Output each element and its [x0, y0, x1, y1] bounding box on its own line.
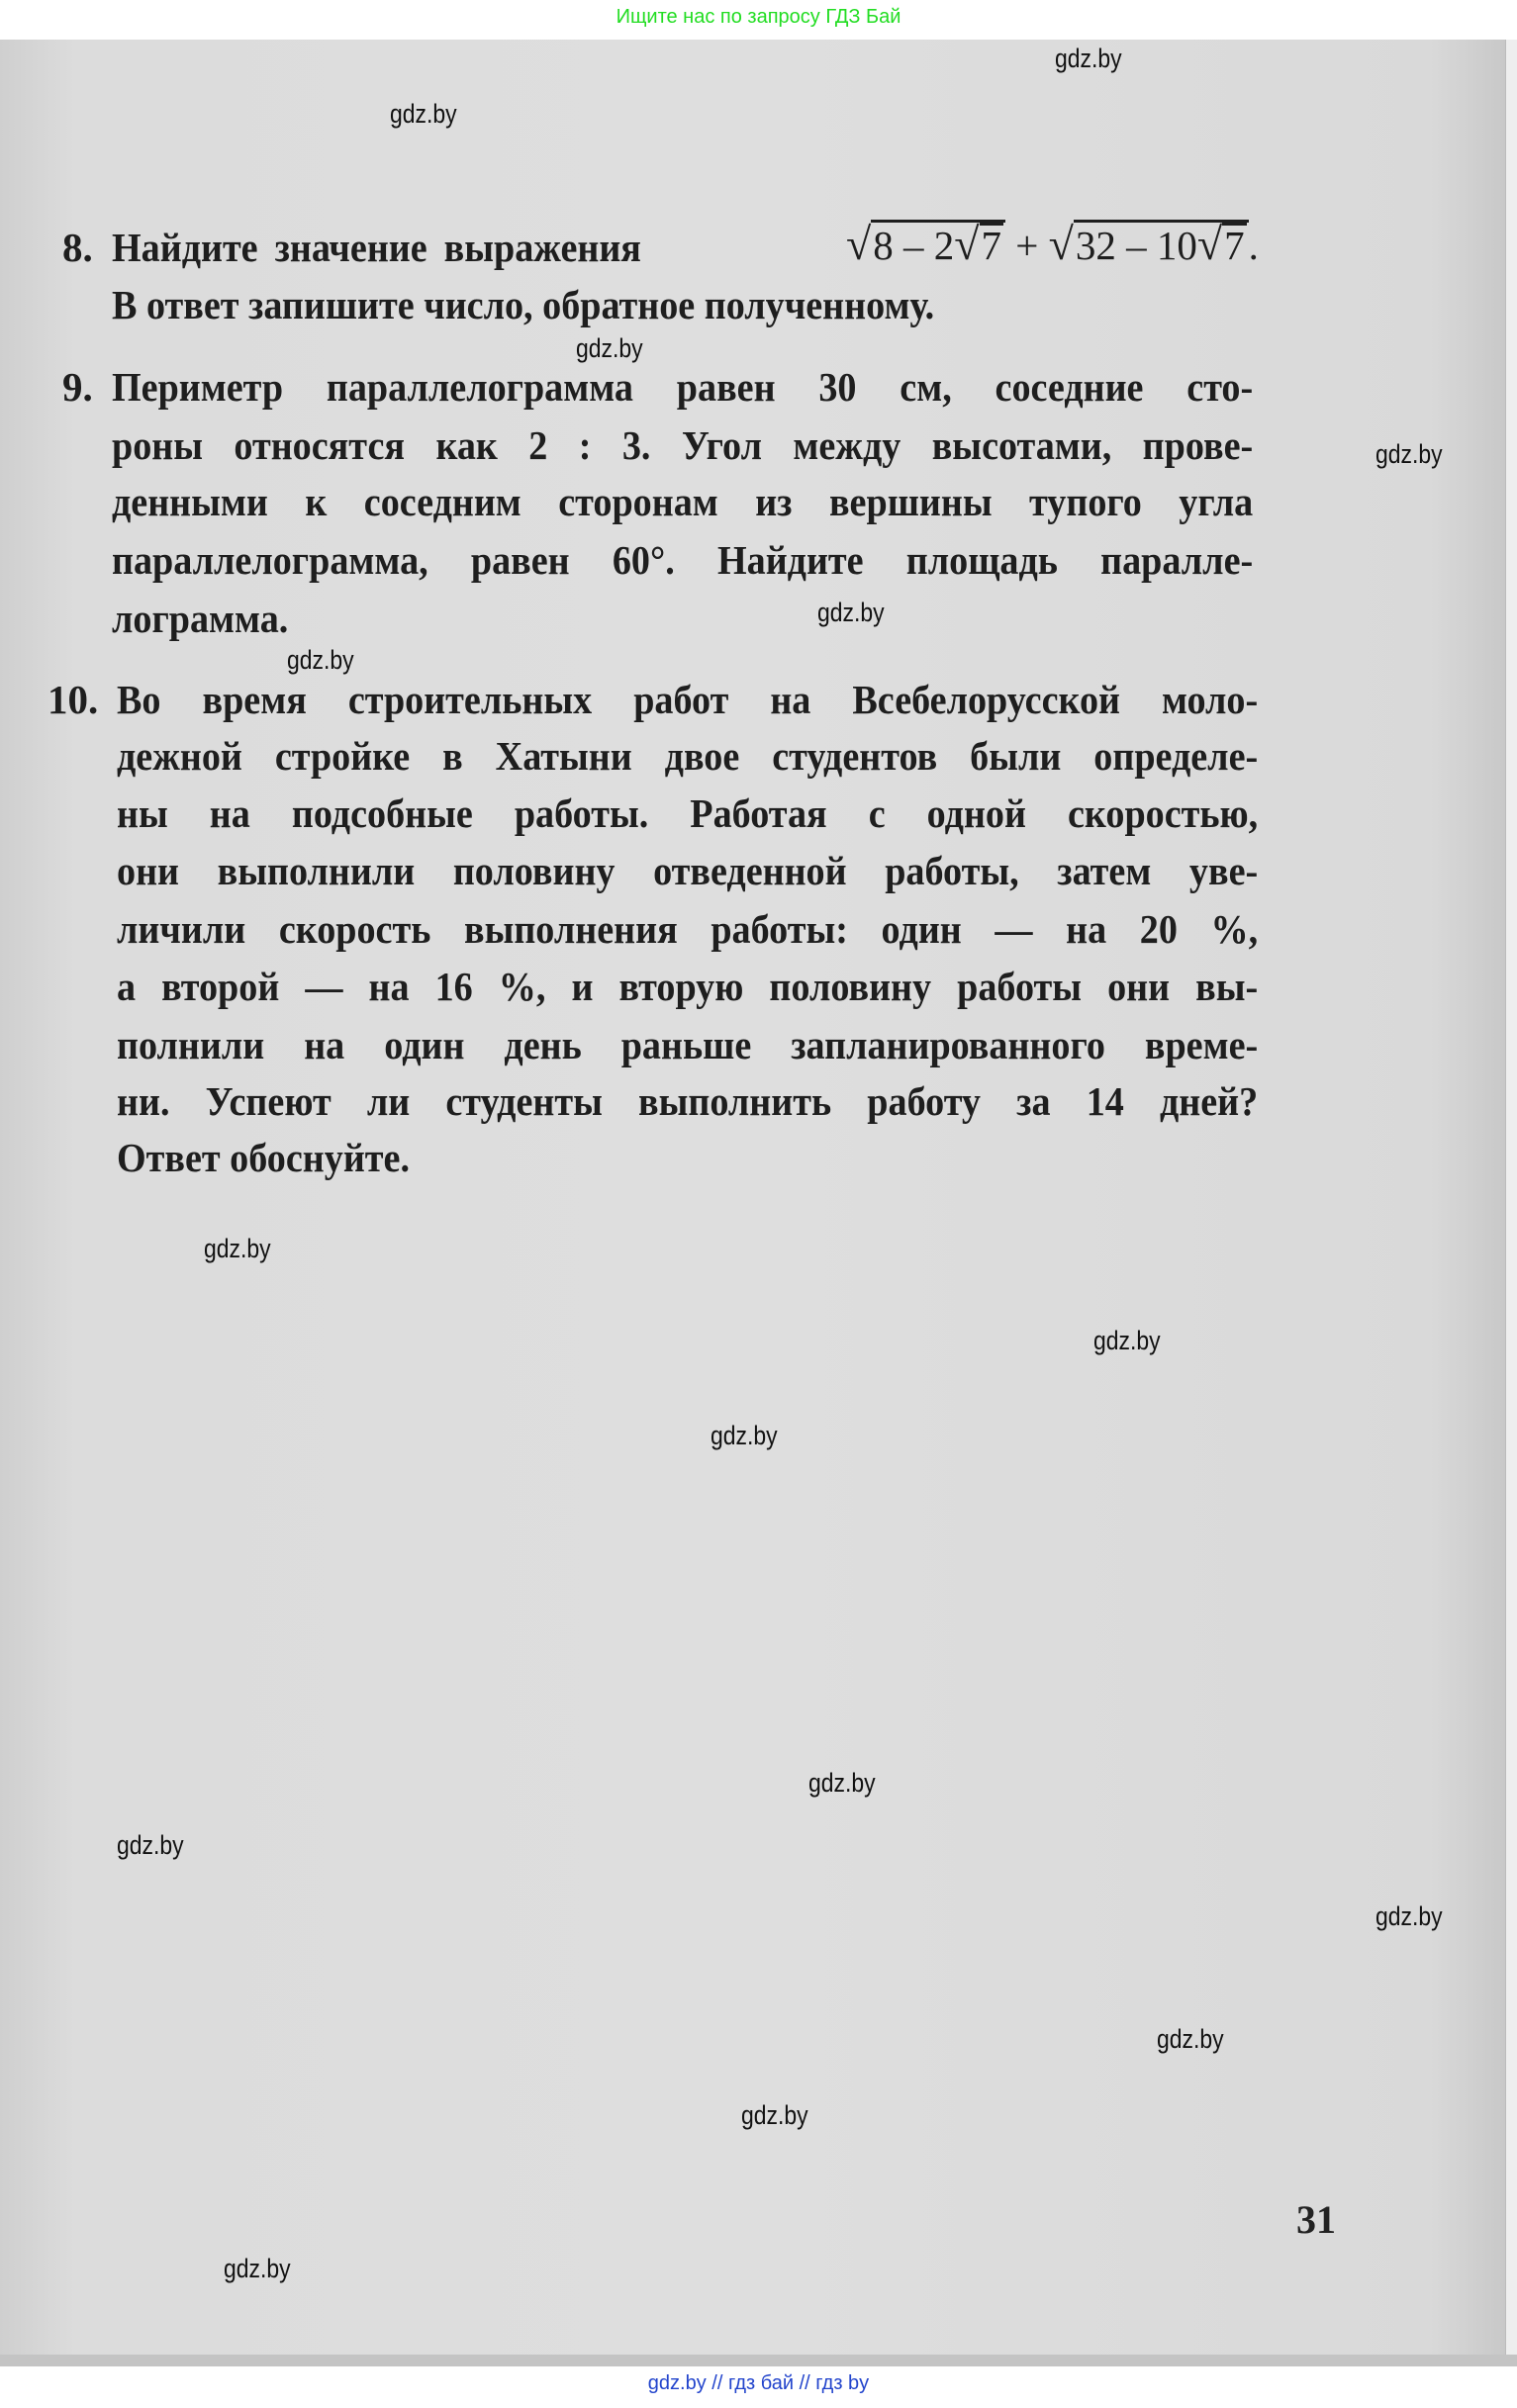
problem-10-line: они выполнили половину отведенной работы, затем уве- — [117, 848, 1259, 893]
problem-10-line: ни. Успеют ли студенты выполнить работу за 14 дней? — [117, 1078, 1259, 1124]
watermark: gdz.by — [1375, 1901, 1443, 1931]
problem-8-number: 8. — [62, 225, 93, 270]
problem-10-line: личили скорость выполнения работы: один — на 20 %, — [117, 906, 1259, 952]
page-edge — [1505, 40, 1517, 2355]
problem-10-line: Во время строительных работ на Всебелорусской моло- — [117, 677, 1259, 722]
bottom-banner-link[interactable]: gdz.by // гдз бай // гдз by — [647, 2372, 870, 2394]
watermark: gdz.by — [390, 99, 457, 129]
sqrt-symbol: √ — [846, 219, 872, 269]
problem-8-line: Найдите значение выражения — [112, 225, 641, 270]
top-banner — [0, 6, 1517, 29]
problem-9-line: роны относятся как 2 : 3. Угол между высотами, прове- — [112, 422, 1254, 468]
problem-9-line: Периметр параллелограмма равен 30 см, соседние сто- — [112, 364, 1254, 410]
expr-end: . — [1248, 223, 1259, 268]
watermark: gdz.by — [817, 598, 885, 627]
expr-term2: 32 – 10 — [1075, 223, 1197, 268]
expr-plus: + — [1015, 223, 1039, 268]
sqrt-symbol: √ — [954, 219, 980, 269]
problem-10-line: Ответ обоснуйте. — [117, 1135, 410, 1180]
watermark: gdz.by — [711, 1421, 778, 1450]
problem-8-expression — [846, 220, 1259, 270]
watermark: gdz.by — [1055, 44, 1122, 73]
problem-10-line: а второй — на 16 %, и вторую половину работы они вы- — [117, 964, 1259, 1009]
problem-10-line: ны на подсобные работы. Работая с одной скоростью, — [117, 790, 1259, 836]
expr-inner1: 7 — [981, 223, 1001, 268]
problem-9-line: денными к соседним сторонам из вершины тупого угла — [112, 479, 1254, 524]
problem-9-line: лограмма. — [112, 596, 289, 641]
bottom-banner — [0, 2372, 1517, 2395]
problem-9-line: параллелограмма, равен 60°. Найдите площадь паралле- — [112, 537, 1254, 583]
watermark: gdz.by — [1157, 2024, 1224, 2054]
problem-8-line: В ответ запишите число, обратное полученному. — [112, 282, 935, 327]
watermark: gdz.by — [204, 1234, 271, 1263]
expr-term1: 8 – 2 — [873, 223, 955, 268]
expr-inner2: 7 — [1224, 223, 1245, 268]
watermark: gdz.by — [808, 1768, 876, 1798]
page-number: 31 — [1296, 2197, 1336, 2242]
sqrt-symbol: √ — [1196, 219, 1223, 269]
page-bottom-edge — [0, 2355, 1517, 2366]
problem-10-number: 10. — [47, 677, 99, 722]
watermark: gdz.by — [1375, 439, 1443, 469]
problem-10-line: полнили на один день раньше запланированного време- — [117, 1022, 1259, 1067]
watermark: gdz.by — [1093, 1326, 1161, 1355]
watermark: gdz.by — [117, 1830, 184, 1860]
problem-9-number: 9. — [62, 364, 93, 410]
sqrt-symbol: √ — [1048, 219, 1074, 269]
watermark: gdz.by — [741, 2100, 808, 2130]
watermark: gdz.by — [576, 333, 643, 363]
watermark: gdz.by — [287, 645, 354, 675]
watermark: gdz.by — [224, 2254, 291, 2283]
top-banner-link[interactable]: Ищите нас по запросу ГДЗ Бай — [616, 6, 901, 28]
problem-10-line: дежной стройке в Хатыни двое студентов были определе- — [117, 733, 1259, 779]
